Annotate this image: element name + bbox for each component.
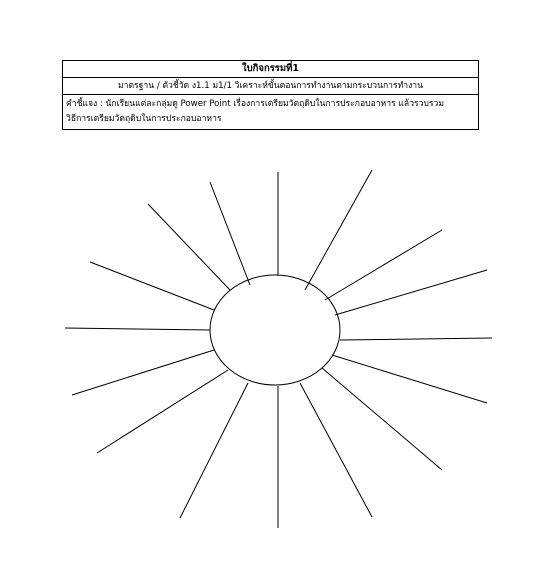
worksheet-title: ใบกิจกรรมที่1 xyxy=(63,61,478,78)
spoke-line xyxy=(335,270,487,315)
spoke-line xyxy=(210,182,250,285)
center-ellipse[interactable] xyxy=(210,275,340,385)
spoke-line xyxy=(97,370,228,453)
spoke-line xyxy=(65,328,210,330)
spoke-line xyxy=(180,383,248,518)
instruction-line-1: คำชี้แจง : นักเรียนแต่ละกลุ่มดู Power Point เรื่องการเตรียมวัตถุดิบในการประกอบอาหาร แล้วรวบรวม xyxy=(66,99,445,109)
spoke-line xyxy=(148,204,230,290)
spoke-line xyxy=(300,383,372,517)
spoke-line xyxy=(72,350,214,395)
spoke-line xyxy=(340,338,492,340)
spoke-line xyxy=(90,262,214,310)
spoke-line xyxy=(325,230,442,300)
instruction-line-2: วิธีการเตรียมวัตถุดิบในการประกอบอาหาร xyxy=(66,114,222,124)
spoke-line xyxy=(305,170,372,290)
standard-indicator: มาตรฐาน / ตัวชี้วัด ง1.1 ม1/1 วิเคราะห์ขั้นตอนการทำงานตามกระบวนการทำงาน xyxy=(63,78,478,95)
